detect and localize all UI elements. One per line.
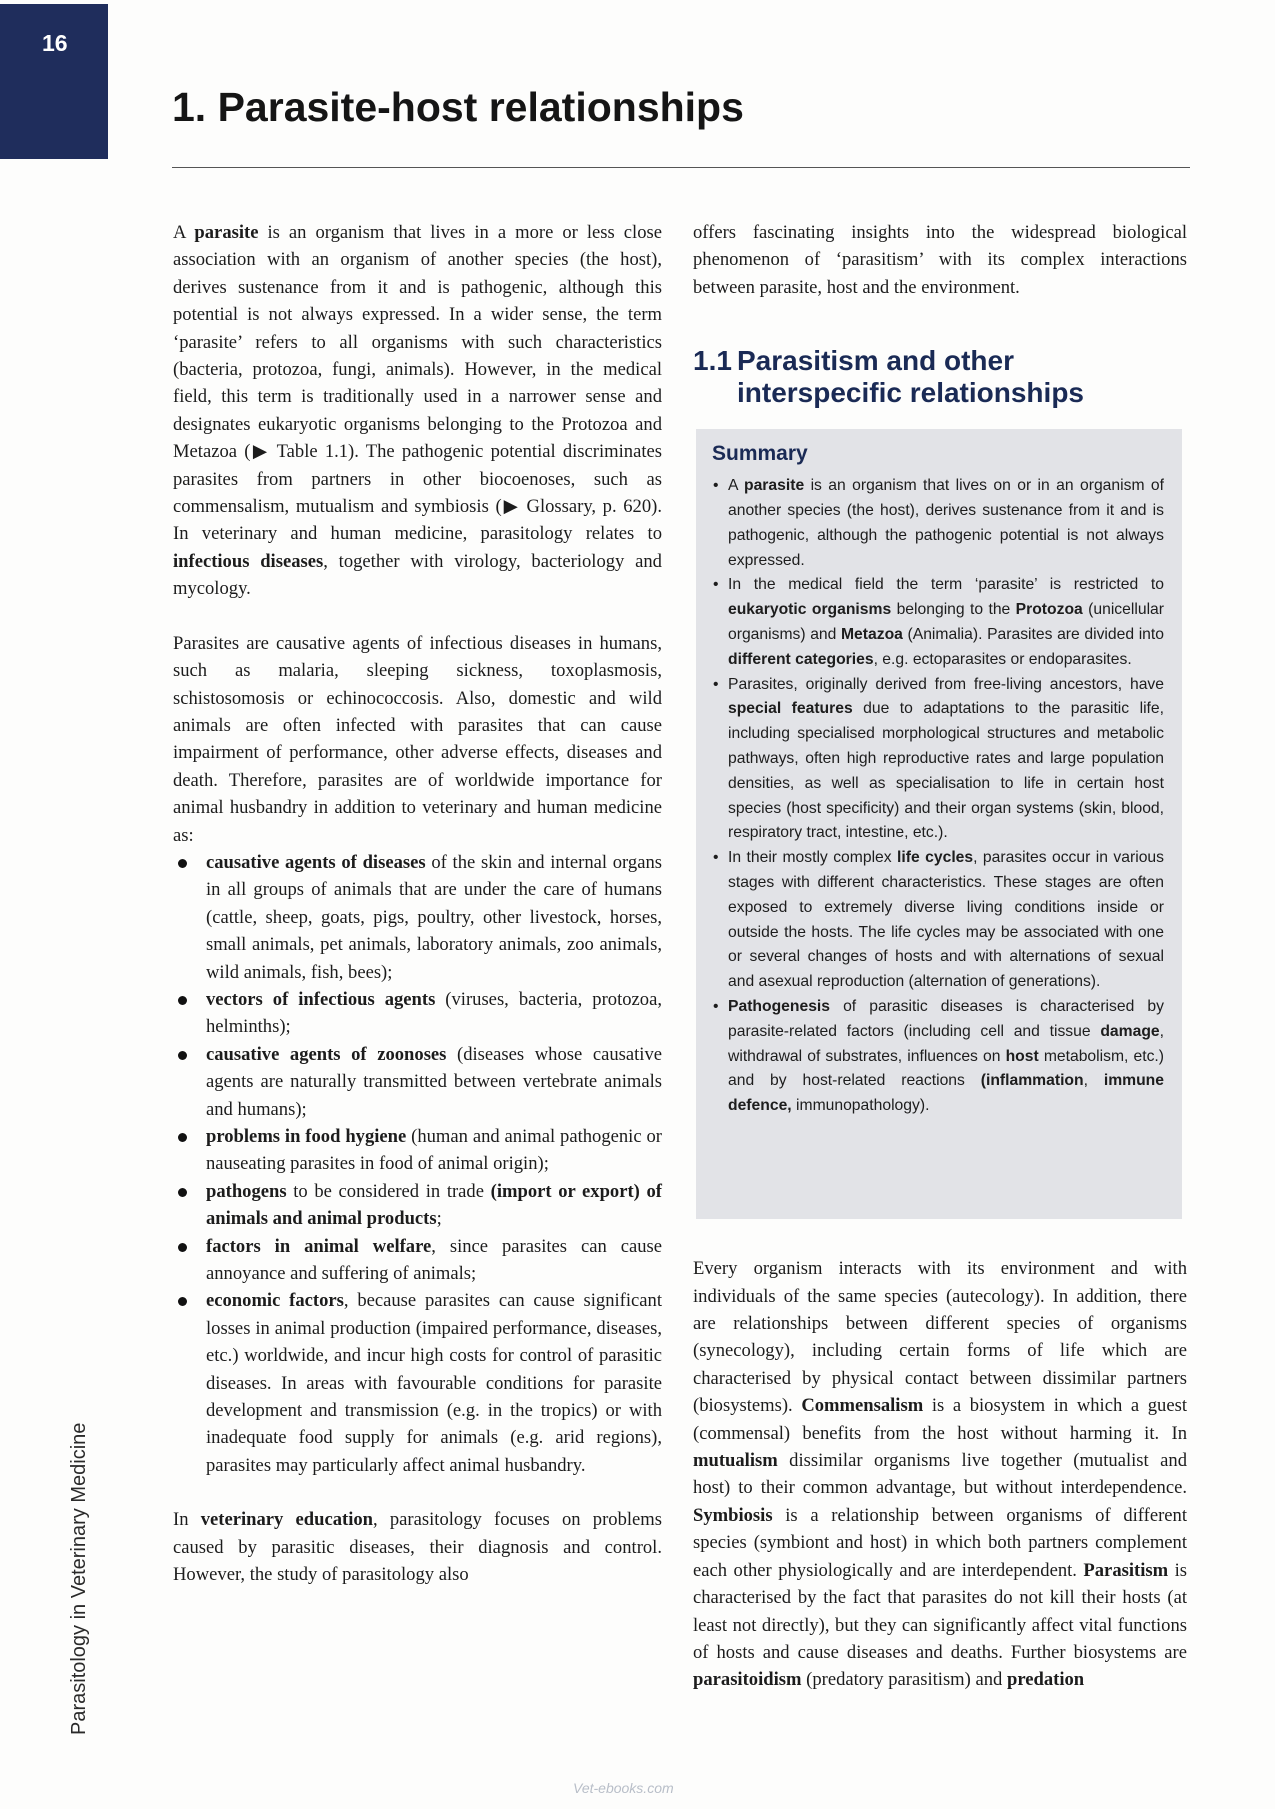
run-bold-term: Parasitism	[1083, 1559, 1169, 1581]
summary-bold-term: Pathogenesis	[728, 997, 830, 1015]
causes-paragraph	[173, 630, 662, 849]
summary-bold-term: different categories	[728, 650, 874, 668]
item-text: (diseases whose causative agents are naturally transmitted between vertebrate animals and humans);	[206, 1043, 662, 1120]
summary-item	[712, 673, 1164, 847]
run-text: (predatory parasitism) and	[801, 1669, 1007, 1691]
section-title-line1: Parasitism and other	[737, 345, 1014, 377]
right-column	[693, 219, 1187, 1694]
bullet-dot-icon	[178, 1051, 187, 1060]
summary-bold-term: immune defence,	[728, 1072, 1164, 1115]
summary-text: , withdrawal of substrates, influences on	[728, 1022, 1164, 1065]
run-text: is a relationship between organisms of different species (symbiont and host) in which both partners complement each other physiologically and are interdependent.	[693, 1504, 1187, 1581]
summary-text: is an organism that lives on or in an organism of another species (the host), derives sustenance from it and is pathogenic, although the pathogenic potential is not always expressed.	[728, 477, 1164, 569]
summary-title: Summary	[712, 442, 808, 466]
education-paragraph	[173, 1506, 662, 1588]
chapter-title: 1. Parasite-host relationships	[172, 84, 744, 130]
list-item	[173, 1123, 662, 1178]
summary-box	[696, 429, 1182, 1219]
run-text: dissimilar organisms live together (mutualist and host) to their common advantage, but without interdependence.	[693, 1450, 1187, 1499]
summary-text: immunopathology).	[791, 1097, 930, 1115]
section-heading	[693, 345, 1187, 409]
summary-bullet-icon: •	[713, 849, 719, 867]
page-number: 16	[42, 30, 68, 56]
run-text: A	[173, 222, 195, 243]
summary-bold-term: life cycles	[897, 849, 974, 867]
run-text: , parasitology focuses on problems caused by parasitic diseases, their diagnosis and control. However, the study of parasitology also	[173, 1509, 663, 1586]
item-bold-term: (import or export) of animals and animal products	[206, 1180, 662, 1230]
summary-text: In the medical field the term ‘parasite’ is restricted to	[728, 576, 1164, 594]
run-text: Every organism interacts with its environment and with individuals of the same species (autecology). In addition, there are relationships between different species of organisms (synecology), including certain forms of life which are characterised by physical contact between dissimilar partners (biosystems).	[693, 1258, 1187, 1417]
run-bold-term: parasite	[194, 222, 259, 243]
run-bold-term: parasitoidism	[693, 1669, 802, 1691]
item-text: to be considered in trade	[286, 1180, 491, 1202]
running-title: Parasitology in Veterinary Medicine	[68, 1422, 90, 1735]
summary-bold-term: damage	[1100, 1022, 1160, 1040]
summary-bullet-icon: •	[713, 675, 719, 693]
item-bold-term: economic factors	[206, 1290, 344, 1312]
page-number-tab	[0, 4, 108, 159]
summary-item	[712, 995, 1164, 1119]
item-bold-term: factors in animal welfare	[206, 1235, 432, 1257]
run-text: Parasites are causative agents of infectious diseases in humans, such as malaria, sleeping sickness, toxoplasmosis, schistosomosis or echinococcosis. Also, domestic and wild animals are often infected with parasites that can cause impairment of performance, other adverse effects, diseases and death. Therefore, parasites are of worldwide importance for animal husbandry in addition to veterinary and human medicine as:	[173, 632, 662, 846]
summary-bullet-icon: •	[713, 477, 719, 495]
bullet-dot-icon	[178, 1243, 187, 1252]
summary-text: Parasites, originally derived from free-living ancestors, have	[728, 675, 1164, 693]
list-item	[173, 1041, 662, 1123]
section-title-line2: interspecific relationships	[737, 377, 1084, 409]
summary-bold-term: host	[1005, 1047, 1039, 1065]
summary-text: , parasites occur in various stages with different characteristics. These stages are often exposed to extremely diverse living conditions inside or outside the hosts. The life cycles may be associated with one or several changes of hosts and with alternations of sexual and asexual reproduction (alternation of generations).	[728, 849, 1164, 991]
importance-list	[173, 849, 662, 1479]
bullet-dot-icon	[178, 1297, 187, 1306]
item-bold-term: problems in food hygiene	[206, 1126, 407, 1147]
summary-text: A	[728, 477, 744, 495]
run-bold-term: infectious diseases	[173, 550, 324, 572]
continuation-paragraph	[693, 219, 1187, 301]
list-item	[173, 1178, 662, 1233]
summary-text: metabolism, etc.) and by host-related reactions	[728, 1047, 1164, 1090]
run-bold-term: veterinary education	[200, 1509, 374, 1531]
run-text: offers fascinating insights into the widespread biological phenomenon of ‘parasitism’ with its complex interactions between parasite, host and the environment.	[693, 222, 1187, 298]
summary-bold-term: special features	[728, 700, 853, 718]
summary-text: of parasitic diseases is characterised by parasite-related factors (including cell and tissue	[728, 997, 1164, 1040]
item-bold-term: causative agents of diseases	[206, 851, 426, 873]
left-column	[173, 219, 662, 1589]
summary-text: (Animalia). Parasites are divided into	[902, 626, 1164, 643]
bullet-dot-icon	[178, 1188, 187, 1197]
item-bold-term: pathogens	[206, 1180, 287, 1202]
summary-text: ,	[1083, 1072, 1104, 1090]
summary-bold-term: Metazoa	[840, 626, 903, 643]
summary-item	[712, 474, 1164, 573]
bullet-dot-icon	[178, 1133, 187, 1142]
run-text: is a biosystem in which a guest (commensal) benefits from the host without harming it. In	[693, 1395, 1188, 1444]
summary-text: (unicellular organisms) and	[728, 601, 1165, 643]
bullet-dot-icon	[178, 996, 187, 1005]
run-text: is an organism that lives in a more or less close association with an organism of another species (the host), derives sustenance from it and is pathogenic, although this potential is not always expressed. In a wider sense, the term ‘parasite’ refers to all organisms with such characteristics (bacteria, protozoa, fungi, animals). However, in the medical field, this term is traditionally used in a narrower sense and designates eukaryotic organisms belonging to the Protozoa and Metazoa (▶ Table 1.1). The pathogenic potential discriminates parasites from partners in other biocoenoses, such as commensalism, mutualism and symbiosis (▶ Glossary, p. 620). In veterinary and human medicine, parasitology relates to	[173, 222, 662, 545]
relationships-paragraph	[693, 1255, 1187, 1694]
watermark: Vet-ebooks.com	[573, 1780, 674, 1796]
summary-bold-term: Protozoa	[1015, 601, 1083, 619]
run-bold-term: predation	[1006, 1669, 1085, 1691]
item-text: of the skin and internal organs in all groups of animals that are under the care of humans (cattle, sheep, goats, pigs, poultry, other livestock, horses, small animals, pet animals, laboratory animals, zoo animals, wild animals, fish, bees);	[206, 851, 662, 983]
run-bold-term: Symbiosis	[693, 1504, 773, 1526]
intro-paragraph	[173, 219, 662, 603]
item-bold-term: causative agents of zoonoses	[206, 1043, 447, 1065]
run-text: In	[173, 1509, 201, 1531]
list-item	[173, 849, 662, 986]
item-text: (viruses, bacteria, protozoa, helminths);	[206, 988, 662, 1038]
summary-bold-term: (inflammation	[980, 1072, 1084, 1090]
section-number: 1.1	[693, 345, 732, 377]
list-item	[173, 1233, 662, 1288]
bullet-dot-icon	[178, 859, 187, 868]
summary-bullet-icon: •	[713, 576, 719, 594]
summary-text: belonging to the	[891, 601, 1016, 619]
summary-bullet-icon: •	[713, 997, 719, 1015]
summary-bold-term: eukaryotic organisms	[728, 601, 892, 619]
list-item	[173, 986, 662, 1041]
summary-item	[712, 573, 1164, 672]
summary-bold-term: parasite	[744, 477, 805, 495]
summary-list	[712, 474, 1164, 1119]
summary-text: In their mostly complex	[728, 849, 898, 867]
run-text: is characterised by the fact that parasites do not kill their hosts (at least not directly), but they can significantly affect vital functions of hosts and cause diseases and deaths. Further biosystems are	[693, 1559, 1187, 1663]
title-divider	[172, 167, 1190, 168]
summary-item	[712, 846, 1164, 995]
item-bold-term: vectors of infectious agents	[206, 988, 436, 1010]
summary-text: due to adaptations to the parasitic life, including specialised morphological structures and metabolic pathways, often high reproductive rates and large population densities, as well as specialisation to life in certain host species (host specificity) and their organ systems (skin, blood, respiratory tract, intestine, etc.).	[728, 700, 1165, 842]
item-text: , because parasites can cause significant losses in animal production (impaired performance, diseases, etc.) worldwide, and incur high costs for control of parasitic diseases. In areas with favourable conditions for parasite development and transmission (e.g. in the tropics) or with inadequate food supply for animals (e.g. arid regions), parasites may particularly affect animal husbandry.	[206, 1290, 662, 1476]
summary-text: , e.g. ectoparasites or endoparasites.	[873, 650, 1132, 668]
run-bold-term: Commensalism	[801, 1395, 924, 1417]
item-text: (human and animal pathogenic or nauseating parasites in food of animal origin);	[206, 1126, 662, 1175]
item-text: ;	[436, 1208, 442, 1230]
run-text: , together with virology, bacteriology and mycology.	[173, 550, 662, 600]
run-bold-term: mutualism	[693, 1450, 778, 1472]
list-item	[173, 1287, 662, 1479]
item-text: , since parasites can cause annoyance and suffering of animals;	[206, 1235, 662, 1285]
